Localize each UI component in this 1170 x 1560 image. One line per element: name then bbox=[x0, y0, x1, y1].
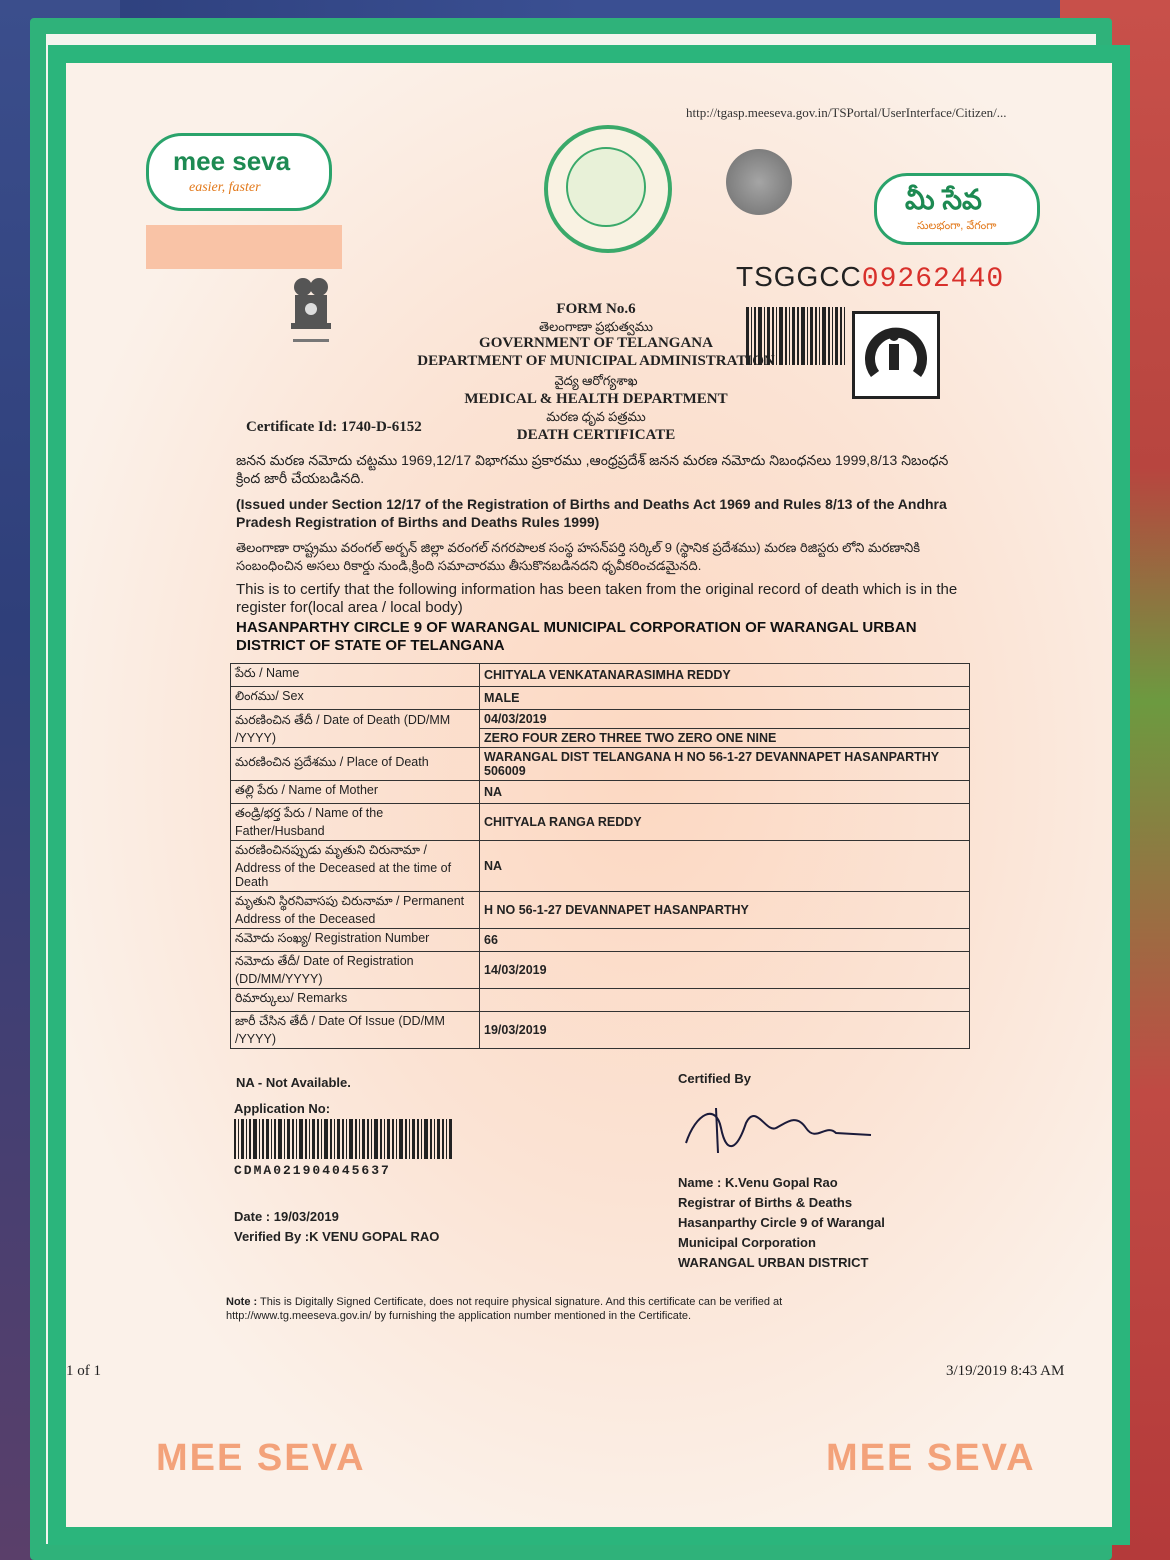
row-label: మరణించినప్పుడు మృతుని చిరునామా / Address of the Deceased at the time of Death bbox=[231, 841, 480, 892]
row-label: పేరు / Name bbox=[231, 664, 480, 687]
verified-by: Verified By :K VENU GOPAL RAO bbox=[234, 1229, 440, 1244]
meeseva-logo-left bbox=[146, 133, 332, 211]
row-value bbox=[480, 989, 970, 1012]
row-value: WARANGAL DIST TELANGANA H NO 56-1-27 DEVANNAPET HASANPARTHY 506009 bbox=[480, 748, 970, 781]
table-row bbox=[231, 781, 970, 804]
registrar-corporation: Municipal Corporation bbox=[678, 1235, 816, 1250]
logo-right-title: మీ సేవ bbox=[905, 184, 982, 215]
form-number: FORM No.6 bbox=[556, 301, 636, 317]
table-row bbox=[231, 1012, 970, 1049]
table-row bbox=[231, 989, 970, 1012]
row-value: 19/03/2019 bbox=[480, 1012, 970, 1049]
row-label: రిమార్కులు/ Remarks bbox=[231, 989, 480, 1012]
telangana-emblem bbox=[544, 125, 672, 253]
row-label: తండ్రి/భర్త పేరు / Name of the Father/Husband bbox=[231, 804, 480, 841]
issue-date: Date : 19/03/2019 bbox=[234, 1209, 339, 1224]
logo-right-tagline: సులభంగా, వేగంగా bbox=[917, 220, 997, 232]
telangana-emblem-inner bbox=[566, 147, 646, 227]
row-value: 04/03/2019 bbox=[480, 710, 970, 729]
qr-logo-icon bbox=[852, 311, 940, 399]
print-timestamp: 3/19/2019 8:43 AM bbox=[946, 1363, 1065, 1379]
meeseva-logo-right bbox=[874, 173, 1040, 245]
registrar-title: Registrar of Births & Deaths bbox=[678, 1195, 853, 1210]
document-title: DEATH CERTIFICATE bbox=[516, 427, 676, 443]
signature-icon bbox=[676, 1093, 876, 1163]
row-label: జారీ చేసిన తేదీ / Date Of Issue (DD/MM /YYYY) bbox=[231, 1012, 480, 1049]
serial-prefix: TSGGCC bbox=[736, 261, 862, 292]
row-value: ZERO FOUR ZERO THREE TWO ZERO ONE NINE bbox=[480, 729, 970, 748]
certificate-id: Certificate Id: 1740-D-6152 bbox=[246, 419, 422, 435]
row-value: CHITYALA VENKATANARASIMHA REDDY bbox=[480, 664, 970, 687]
row-value: MALE bbox=[480, 687, 970, 710]
certified-by-label: Certified By bbox=[678, 1071, 751, 1086]
footer-note bbox=[226, 1295, 926, 1323]
medical-dept: MEDICAL & HEALTH DEPARTMENT bbox=[464, 391, 728, 407]
ashoka-emblem-icon bbox=[281, 273, 341, 353]
govt-name: GOVERNMENT OF TELANGANA bbox=[479, 335, 713, 351]
details-table bbox=[230, 663, 970, 1049]
table-row bbox=[231, 748, 970, 781]
registrar-block bbox=[678, 1173, 885, 1273]
department-name: DEPARTMENT OF MUNICIPAL ADMINISTRATION bbox=[417, 353, 775, 369]
table-row bbox=[231, 929, 970, 952]
meeseva-footer-right: MEE SEVA bbox=[826, 1437, 1036, 1479]
issued-under: (Issued under Section 12/17 of the Registration of Births and Deaths Act 1969 and Rules 8/13 of the Andhra Pradesh Registration of Births and Deaths Rules 1999) bbox=[236, 496, 947, 530]
death-telugu: మరణ ధృవ పత్రము bbox=[546, 409, 646, 424]
row-value: 14/03/2019 bbox=[480, 952, 970, 989]
certify-telugu: తెలంగాణా రాష్ట్రము వరంగల్ అర్బన్ జిల్లా వరంగల్ నగరపాలక సంస్థ హసన్‌పర్తి సర్కిల్ 9 (స్థానిక ప్రదేశము) మరణ రిజిస్టరు లోని మరణానికి సంబంధించిన అసలు రికార్డు నుండి,క్రింది సమాచారము తీసుకొనబడినదని ధృవీకరించడమైనది. bbox=[236, 540, 921, 573]
certificate-paper bbox=[66, 63, 1112, 1527]
table-row bbox=[231, 710, 970, 729]
na-legend: NA - Not Available. bbox=[236, 1075, 351, 1090]
row-value: NA bbox=[480, 841, 970, 892]
logo-left-title: mee seva bbox=[173, 146, 291, 176]
page-number: 1 of 1 bbox=[66, 1363, 101, 1379]
row-value: 66 bbox=[480, 929, 970, 952]
row-label: తల్లి పేరు / Name of Mother bbox=[231, 781, 480, 804]
application-label: Application No: bbox=[234, 1101, 331, 1116]
grey-seal bbox=[726, 149, 792, 215]
row-value: NA bbox=[480, 781, 970, 804]
application-number: CDMA021904045637 bbox=[234, 1163, 391, 1178]
registrar-district: WARANGAL URBAN DISTRICT bbox=[678, 1255, 869, 1270]
note-label: Note : bbox=[226, 1296, 258, 1308]
registrar-circle: Hasanparthy Circle 9 of Warangal bbox=[678, 1215, 885, 1230]
table-row bbox=[231, 687, 970, 710]
row-value: H NO 56-1-27 DEVANNAPET HASANPARTHY bbox=[480, 892, 970, 929]
row-label: లింగము/ Sex bbox=[231, 687, 480, 710]
medical-telugu: వైద్య ఆరోగ్యశాఖ bbox=[554, 373, 638, 388]
row-label: మరణించిన తేదీ / Date of Death (DD/MM /YYYY) bbox=[231, 710, 480, 748]
certify-text: This is to certify that the following information has been taken from the original record of death which is in the register for(local area / local body) bbox=[236, 581, 958, 616]
govt-telugu: తెలంగాణా ప్రభుత్వము bbox=[538, 319, 654, 334]
registrar-name: Name : K.Venu Gopal Rao bbox=[678, 1175, 838, 1190]
table-row bbox=[231, 952, 970, 989]
note-text: This is Digitally Signed Certificate, does not require physical signature. And this certificate can be verified at http://www.tg.meeseva.gov.in/ by furnishing the application number mentioned in the Certificate. bbox=[226, 1296, 783, 1322]
page-url: http://tgasp.meeseva.gov.in/TSPortal/UserInterface/Citizen/... bbox=[686, 105, 1007, 120]
table-row bbox=[231, 841, 970, 892]
serial-number: 09262440 bbox=[861, 264, 1005, 295]
row-label: మృతుని స్థిరనివాసపు చిరునామా / Permanent Address of the Deceased bbox=[231, 892, 480, 929]
certificate-sheet bbox=[48, 45, 1130, 1545]
local-area: HASANPARTHY CIRCLE 9 OF WARANGAL MUNICIPAL CORPORATION OF WARANGAL URBAN DISTRICT OF STATE OF TELANGANA bbox=[236, 619, 917, 654]
table-row bbox=[231, 664, 970, 687]
meeseva-footer-left: MEE SEVA bbox=[156, 1437, 366, 1479]
row-label: నమోదు సంఖ్య/ Registration Number bbox=[231, 929, 480, 952]
table-row bbox=[231, 804, 970, 841]
row-label: నమోదు తేదీ/ Date of Registration (DD/MM/YYYY) bbox=[231, 952, 480, 989]
act-telugu: జనన మరణ నమోదు చట్టము 1969,12/17 విభాగము ప్రకారము ,ఆంధ్రప్రదేశ్ జనన మరణ నమోదు నిబంధనలు 1999,8/13 నిబంధన క్రింద జారీ చేయబడినది. bbox=[236, 452, 949, 486]
table-row bbox=[231, 892, 970, 929]
certificate-serial bbox=[736, 261, 1004, 295]
row-value: CHITYALA RANGA REDDY bbox=[480, 804, 970, 841]
logo-left-tagline: easier, faster bbox=[189, 180, 261, 195]
application-barcode bbox=[234, 1119, 454, 1159]
redacted-block bbox=[146, 225, 342, 269]
row-label: మరణించిన ప్రదేశము / Place of Death bbox=[231, 748, 480, 781]
